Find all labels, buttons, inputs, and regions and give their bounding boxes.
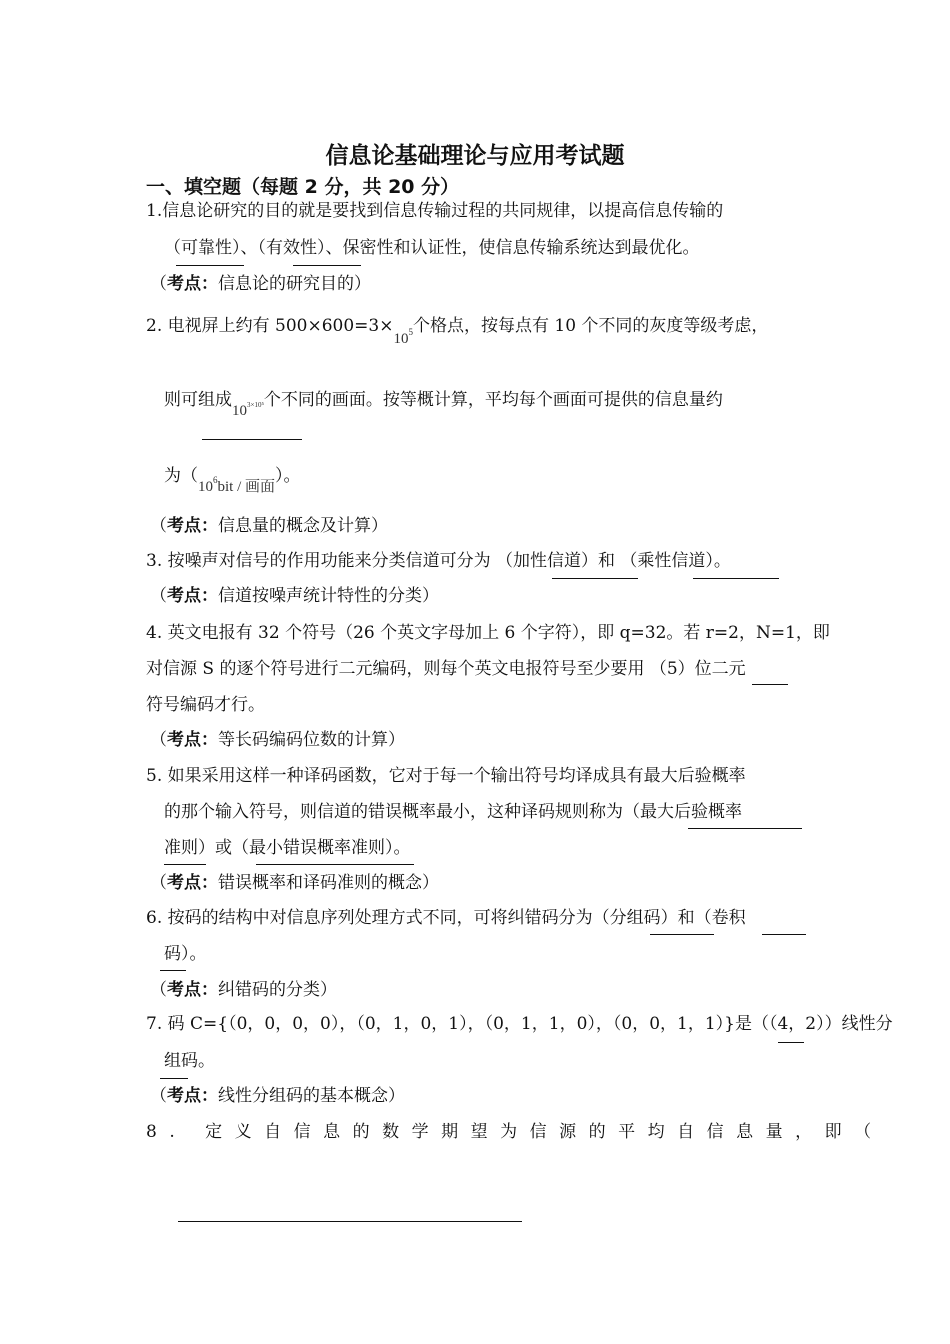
key-point-label: 考点： — [167, 516, 218, 536]
q8-answer-underline — [178, 1221, 522, 1222]
key-point-text: 等长码编码位数的计算） — [218, 730, 405, 750]
key-point-label: 考点： — [167, 274, 218, 294]
q7-answer-underline-b — [160, 1078, 188, 1079]
key-point-text: 线性分组码的基本概念） — [218, 1086, 405, 1106]
key-point-label: 考点： — [167, 873, 218, 893]
q5-answer1-underline-a — [688, 828, 802, 829]
q1-line2: （可靠性）、（有效性）、保密性和认证性，使信息传输系统达到最优化。 — [164, 238, 700, 258]
q2-text-d: 个不同的画面。按等概计算，平均每个画面可提供的信息量约 — [263, 390, 723, 410]
power-exponent: 6 — [213, 475, 218, 485]
q2-text-f: ）。 — [275, 466, 301, 486]
power-base: 10 — [232, 403, 247, 419]
q8-line1: 8. 定义自信息的数学期望为信源的平均自信息量，即（ — [146, 1122, 884, 1142]
power-base: 10 — [198, 479, 213, 495]
q1-answer1-underline — [176, 265, 244, 266]
section-heading: 一、填空题（每题 2 分，共 20 分） — [146, 176, 460, 198]
key-point-text: 信息量的概念及计算） — [218, 516, 388, 536]
answer-unit: bit / 画面 — [217, 479, 276, 495]
q2-text-e: 为（ — [164, 466, 198, 486]
q2-text-c: 则可组成 — [164, 390, 232, 410]
q6-key-point: （考点：纠错码的分类） — [150, 980, 337, 1000]
q6-answer2-underline-a — [762, 934, 806, 935]
q5-line1: 5. 如果采用这样一种译码函数，它对于每一个输出符号均译成具有最大后验概率 — [146, 766, 746, 786]
q2-text-a: 2. 电视屏上约有 500×600=3× — [146, 316, 394, 336]
q7-line1: 7. 码 C={（0，0，0，0），（0，1，0，1），（0，1，1，0），（0，0，1，1）}是（（4，2））线性分 — [146, 1014, 893, 1034]
q7-key-point: （考点：线性分组码的基本概念） — [150, 1086, 405, 1106]
key-point-text: 信息论的研究目的） — [218, 274, 371, 294]
q6-answer1-underline — [650, 934, 714, 935]
power-exponent: 3×10⁵ — [247, 401, 264, 409]
q3-key-point: （考点：信道按噪声统计特性的分类） — [150, 586, 439, 606]
q1-answer2-underline — [293, 265, 361, 266]
key-point-label: 考点： — [167, 980, 218, 1000]
power-exponent: 5 — [408, 327, 413, 337]
q3-answer2-underline — [693, 578, 779, 579]
q5-key-point: （考点：错误概率和译码准则的概念） — [150, 873, 439, 893]
q1-key-point: （考点：信息论的研究目的） — [150, 274, 371, 294]
q7-answer-underline-a — [778, 1042, 804, 1043]
q2-line2 — [164, 384, 723, 419]
q2-line1 — [146, 309, 769, 347]
q2-line3 — [164, 459, 301, 495]
q3-answer1-underline — [552, 578, 638, 579]
q2-answer — [198, 475, 276, 495]
key-point-text: 信道按噪声统计特性的分类） — [218, 586, 439, 606]
key-point-label: 考点： — [167, 1086, 218, 1106]
key-point-text: 纠错码的分类） — [218, 980, 337, 1000]
q6-answer2-underline-b — [160, 970, 186, 971]
q1-line1: 1.信息论研究的目的就是要找到信息传输过程的共同规律，以提高信息传输的 — [146, 201, 724, 221]
q5-line2: 的那个输入符号，则信道的错误概率最小，这种译码规则称为（最大后验概率 — [164, 802, 742, 822]
q4-line1: 4. 英文电报有 32 个符号（26 个英文字母加上 6 个字符），即 q=32。若 r=2，N=1，即 — [146, 623, 830, 643]
q2-answer-underline — [202, 439, 302, 440]
q7-line2: 组码。 — [164, 1051, 215, 1071]
q2-power-1 — [393, 327, 413, 347]
q5-answer2-underline — [256, 864, 414, 865]
power-base: 10 — [393, 331, 409, 347]
page-title: 信息论基础理论与应用考试题 — [325, 143, 625, 169]
q3-line1: 3. 按噪声对信号的作用功能来分类信道可分为 （加性信道）和 （乘性信道）。 — [146, 551, 731, 571]
q2-power-2 — [232, 403, 264, 419]
q4-line3: 符号编码才行。 — [146, 695, 265, 715]
q5-line3: 准则）或（最小错误概率准则）。 — [164, 838, 411, 858]
q2-key-point: （考点：信息量的概念及计算） — [150, 516, 388, 536]
q6-line2: 码）。 — [164, 944, 207, 964]
q2-text-b: 个格点，按每点有 10 个不同的灰度等级考虑， — [412, 316, 769, 336]
q5-answer1-underline-b — [164, 864, 206, 865]
q4-key-point: （考点：等长码编码位数的计算） — [150, 730, 405, 750]
q4-answer-underline — [752, 684, 788, 685]
q4-line2: 对信源 S 的逐个符号进行二元编码，则每个英文电报符号至少要用 （5）位二元 — [146, 659, 746, 679]
key-point-label: 考点： — [167, 730, 218, 750]
q6-line1: 6. 按码的结构中对信息序列处理方式不同，可将纠错码分为（分组码）和（卷积 — [146, 908, 746, 928]
key-point-label: 考点： — [167, 586, 218, 606]
key-point-text: 错误概率和译码准则的概念） — [218, 873, 439, 893]
